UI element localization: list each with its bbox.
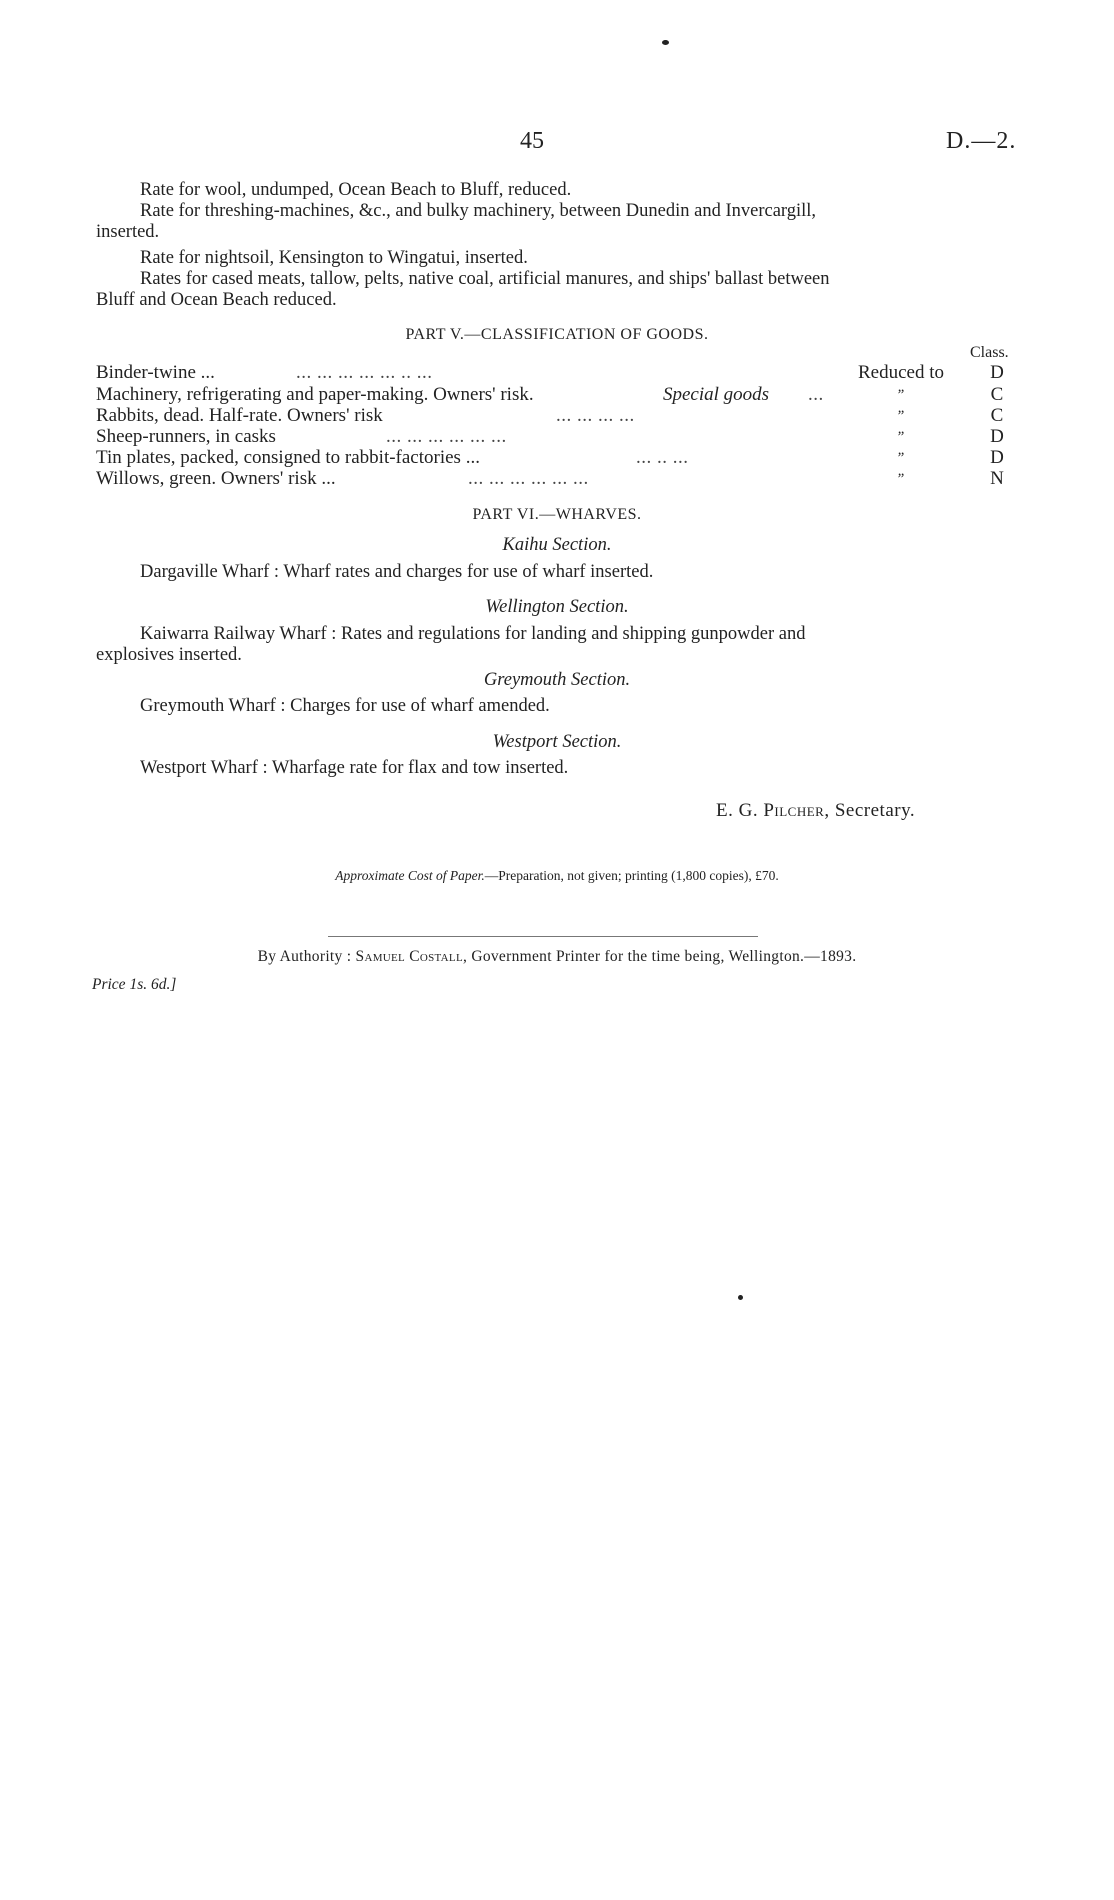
item-name: Binder-twine ... — [96, 362, 215, 383]
signatory-title: Secretary. — [834, 800, 916, 821]
ditto-mark: ” — [896, 408, 905, 424]
table-row — [96, 362, 1016, 383]
leader-dots: ... ... ... ... ... ... — [386, 426, 507, 447]
paragraph-cased-meats-rate-cont: Bluff and Ocean Beach reduced. — [96, 290, 337, 310]
leader-dots: ... ... ... ... ... ... — [468, 468, 589, 489]
special-goods-label: Special goods — [663, 384, 770, 405]
signatory-name: E. G. Pilcher, — [716, 800, 830, 821]
class-value: D — [990, 447, 1004, 468]
class-value: D — [990, 362, 1004, 383]
ditto-mark: ” — [896, 450, 905, 466]
section-heading-kaihu: Kaihu Section. — [502, 535, 612, 555]
wharf-entry-dargaville: Dargaville Wharf : Wharf rates and charges for use of wharf inserted. — [140, 562, 654, 582]
cost-of-paper-note — [0, 868, 1114, 884]
ditto-mark: ” — [896, 429, 905, 445]
item-name: Machinery, refrigerating and paper-making. Owners' risk. — [96, 384, 534, 405]
printer-line — [0, 948, 1114, 966]
wharf-entry-westport: Westport Wharf : Wharfage rate for flax and tow inserted. — [140, 758, 569, 778]
wharf-entry-kaiwarra: Kaiwarra Railway Wharf : Rates and regulations for landing and shipping gunpowder and — [140, 624, 806, 644]
authority-suffix: Government Printer for the time being, Wellington.—1893. — [471, 948, 857, 965]
item-name: Sheep-runners, in casks — [96, 426, 276, 447]
paragraph-wool-rate: Rate for wool, undumped, Ocean Beach to Bluff, reduced. — [140, 180, 572, 200]
signature — [716, 800, 915, 822]
class-value: N — [990, 468, 1004, 489]
leader-dots: ... .. ... — [636, 447, 689, 468]
item-name: Rabbits, dead. Half-rate. Owners' risk — [96, 405, 383, 426]
scan-speck — [738, 1295, 743, 1300]
paragraph-threshing-rate-cont: inserted. — [96, 222, 160, 242]
section-heading-westport: Westport Section. — [492, 732, 622, 752]
class-column-header: Class. — [970, 344, 1009, 361]
table-row — [96, 447, 1016, 468]
section-heading-greymouth: Greymouth Section. — [483, 670, 631, 690]
change-label: Reduced to — [858, 362, 945, 383]
wharf-entry-kaiwarra-cont: explosives inserted. — [96, 645, 242, 665]
paragraph-threshing-rate: Rate for threshing-machines, &c., and bulky machinery, between Dunedin and Invercargill, — [140, 201, 817, 221]
class-value: C — [990, 384, 1004, 405]
leader-dots: ... — [808, 384, 824, 405]
class-value: C — [990, 405, 1004, 426]
leader-dots: ... ... ... ... — [556, 405, 635, 426]
page-number: 45 — [520, 128, 544, 154]
item-name: Willows, green. Owners' risk ... — [96, 468, 336, 489]
authority-prefix: By Authority : — [257, 948, 352, 965]
table-row — [96, 468, 1016, 489]
part-vi-heading: PART VI.—WHARVES. — [472, 506, 642, 523]
leader-dots: ... ... ... ... ... .. ... — [296, 362, 433, 383]
item-name: Tin plates, packed, consigned to rabbit-factories ... — [96, 447, 480, 468]
table-row — [96, 405, 1016, 426]
scan-speck — [662, 40, 669, 45]
section-heading-wellington: Wellington Section. — [485, 597, 629, 617]
printer-name: Samuel Costall, — [355, 948, 468, 965]
ditto-mark: ” — [896, 387, 905, 403]
table-row — [96, 384, 1016, 405]
paragraph-cased-meats-rate: Rates for cased meats, tallow, pelts, native coal, artificial manures, and ships' ballast between — [140, 269, 830, 289]
wharf-entry-greymouth: Greymouth Wharf : Charges for use of wharf amended. — [140, 696, 550, 716]
cost-label: Approximate Cost of Paper. — [335, 868, 485, 883]
footer-divider — [328, 936, 758, 937]
price-note: Price 1s. 6d.] — [92, 976, 177, 993]
cost-text: —Preparation, not given; printing (1,800 copies), £70. — [484, 868, 779, 883]
class-value: D — [990, 426, 1004, 447]
paragraph-nightsoil-rate: Rate for nightsoil, Kensington to Wingatui, inserted. — [140, 248, 528, 268]
ditto-mark: ” — [896, 471, 905, 487]
part-v-heading: PART V.—CLASSIFICATION OF GOODS. — [405, 326, 709, 343]
table-row — [96, 426, 1016, 447]
document-reference: D.—2. — [946, 128, 1017, 154]
